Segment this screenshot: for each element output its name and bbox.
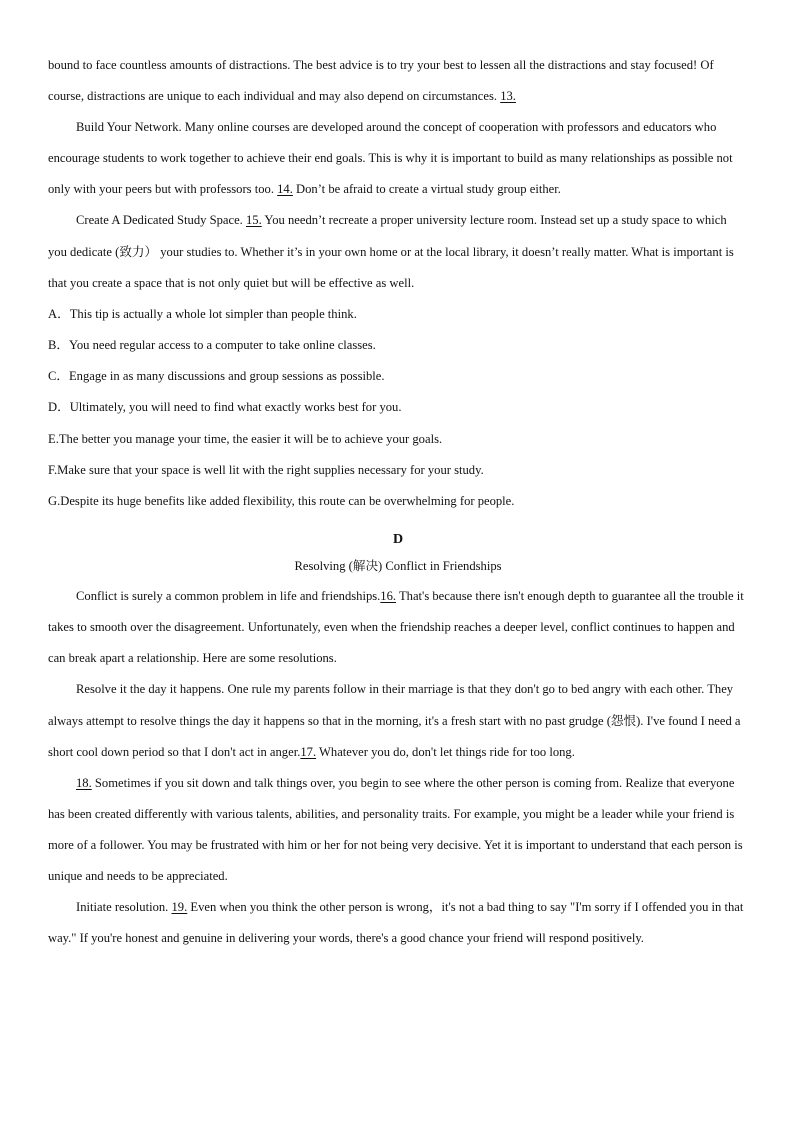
paragraph-resolve-day <box>48 674 748 767</box>
paragraph-text: Build Your Network. Many online courses are developed around the concept of cooperation with professors and educators who encourage students to work together to achieve their end goals. This is why it is important to build as many relationships as possible not only with your peers but with professors too. <box>48 120 733 197</box>
passage-title: Resolving (解决) Conflict in Friendships <box>294 559 502 574</box>
option-g: G.Despite its huge benefits like added flexibility, this route can be overwhelming for people. <box>48 493 515 508</box>
options-list <box>48 299 748 517</box>
paragraph-study-space <box>48 205 748 298</box>
option-b: B．You need regular access to a computer to take online classes. <box>48 337 376 352</box>
blank-16: 16. <box>380 589 397 604</box>
blank-19: 19. <box>171 900 188 915</box>
section-letter: D <box>392 532 404 548</box>
paragraph-text: Don’t be afraid to create a virtual study group either. <box>292 182 561 197</box>
document-page <box>48 50 748 954</box>
paragraph-distractions <box>48 50 748 112</box>
blank-17: 17. <box>300 744 317 759</box>
option-f: F.Make sure that your space is well lit with the right supplies necessary for your study. <box>48 462 484 477</box>
paragraph-understand <box>48 768 748 892</box>
paragraph-text: bound to face countless amounts of distractions. The best advice is to try your best to lessen all the distractions and stay focused! Of course, distractions are unique to each individual and may also depend on circumstances. <box>48 58 714 104</box>
paragraph-text: Conflict is surely a common problem in life and friendships. <box>76 589 381 604</box>
option-c: C．Engage in as many discussions and group sessions as possible. <box>48 369 385 384</box>
paragraph-text: Whatever you do, don't let things ride for too long. <box>316 744 575 759</box>
blank-15: 15. <box>245 213 262 228</box>
blank-14: 14. <box>277 182 293 197</box>
paragraph-text: That's because there isn't enough depth to guarantee all the trouble it takes to smooth over the disagreement. Unfortunately, even when the friendship reaches a deeper level, conflict continues to happen and can break apart a relationship. Here are some resolutions. <box>48 589 744 666</box>
option-a: A．This tip is actually a whole lot simpler than people think. <box>48 306 357 321</box>
blank-18: 18. <box>76 775 92 790</box>
paragraph-text: Initiate resolution. <box>76 900 172 915</box>
paragraph-text: Even when you think the other person is wrong，it's not a bad thing to say "I'm sorry if I offended you in that way." If you're honest and genuine in delivering your words, there's a good chance your friend will respond positively. <box>48 900 744 946</box>
paragraph-text: Create A Dedicated Study Space. <box>76 213 246 228</box>
paragraph-build-network <box>48 112 748 205</box>
paragraph-initiate <box>48 892 748 954</box>
paragraph-text: You needn’t recreate a proper university lecture room. Instead set up a study space to which you dedicate (致力） your studies to. Whether it’s in your own home or at the local library, it doesn’t really matter. What is important is that you create a space that is not only quiet but will be effective as well. <box>48 213 734 290</box>
paragraph-text: Resolve it the day it happens. One rule my parents follow in their marriage is that they don't go to bed angry with each other. They always attempt to resolve things the day it happens so that in the morning, it's a fresh start with no past grudge (怨恨). I've found I need a short cool down period so that I don't act in anger. <box>48 682 741 759</box>
option-e: E.The better you manage your time, the easier it will be to achieve your goals. <box>48 431 443 446</box>
paragraph-text: Sometimes if you sit down and talk things over, you begin to see where the other person is coming from. Realize that everyone has been created differently with various talents, abilities, and personality traits. For example, you might be a leader while your friend is more of a follower. You may be frustrated with him or her for not being very decisive. Yet it is important to understand that each person is unique and needs to be appreciated. <box>48 775 743 884</box>
paragraph-conflict-intro <box>48 581 748 674</box>
option-d: D．Ultimately, you will need to find what exactly works best for you. <box>48 400 402 415</box>
blank-13: 13. <box>500 89 516 104</box>
